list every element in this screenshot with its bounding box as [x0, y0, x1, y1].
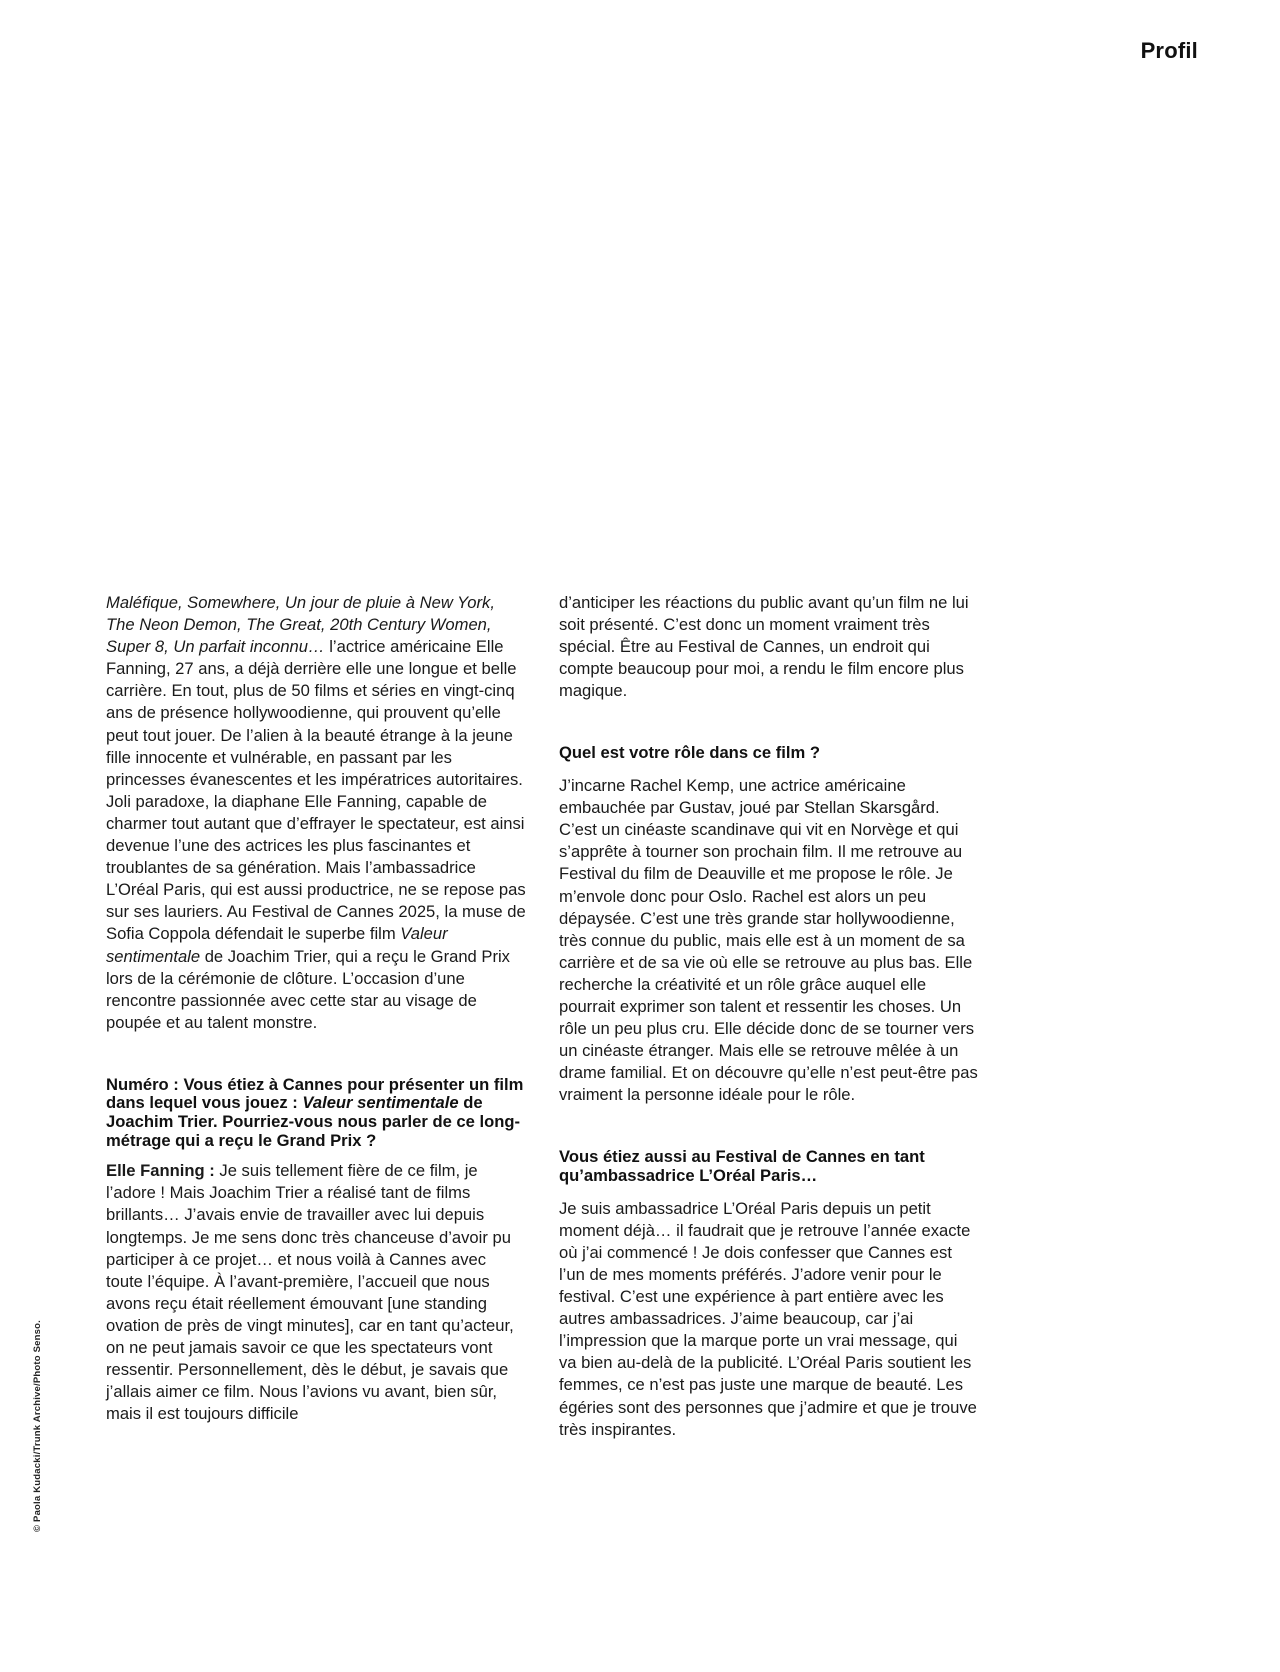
question-1-part-2: de Joachim Trier. Pourriez-vous nous parler de ce long-métrage qui a reçu le Grand Prix ?	[106, 1093, 521, 1150]
question-2: Quel est votre rôle dans ce film ?	[559, 743, 820, 763]
speaker-name: Elle Fanning :	[106, 1161, 215, 1181]
answer-1-text-left: Je suis tellement fière de ce film, je l’adore ! Mais Joachim Trier a réalisé tant de films brillants… J’avais envie de travailler avec lui depuis longtemps. Je me sens donc très chanceuse d’avoir pu participer à ce projet… et nous voilà à Cannes avec toute l’équipe. À l’avant-première, l’accueil que nous avons reçu était réellement émouvant [une standing ovation de près de vingt minutes], car en tant qu’acteur, on ne peut jamais savoir ce que les spectateurs vont ressentir. Personnellement, dès le début, je savais que j’allais aimer ce film. Nous l’avions vu avant, bien sûr, mais il est toujours difficile	[106, 1161, 514, 1424]
film-title: Valeur sentimentale	[106, 924, 448, 966]
section-label: Profil	[1140, 38, 1198, 63]
article-column-right	[559, 592, 979, 1441]
photo-credit: © Paola Kudacki/Trunk Archive/Photo Senso.	[32, 1320, 43, 1532]
answer-1-continued: d’anticiper les réactions du public avant qu’un film ne lui soit présenté. C’est donc un moment vraiment très spécial. Être au Festival de Cannes, un endroit qui compte beaucoup pour moi, a rendu le film encore plus magique.	[559, 593, 969, 701]
article-column-left	[106, 592, 526, 1425]
intro-paragraph	[106, 592, 526, 1034]
answer-2: J’incarne Rachel Kemp, une actrice américaine embauchée par Gustav, joué par Stellan Skarsgård. C’est un cinéaste scandinave qui vit en Norvège et qui s’apprête à tourner son prochain film. Il me retrouve au Festival du film de Deauville et me propose le rôle. Je m’envole donc pour Oslo. Rachel est alors un peu dépaysée. C’est une très grande star hollywoodienne, très connue du public, mais elle est à un moment de sa carrière et de sa vie où elle se retrouve au plus bas. Elle recherche la créativité et un rôle grâce auquel elle pourrait exprimer son talent et ressentir les choses. Un rôle un peu plus cru. Elle décide donc de se tourner vers un cinéaste étranger. Mais elle se retrouve mêlée à un drame familial. Et on découvre qu’elle n’est peut-être pas vraiment la personne idéale pour le rôle.	[559, 776, 978, 1105]
question-1	[106, 1076, 526, 1150]
answer-3: Je suis ambassadrice L’Oréal Paris depuis un petit moment déjà… il faudrait que je retrouve l’année exacte où j’ai commencé ! Je dois confesser que Cannes est l’un de mes moments préférés. J’adore venir pour le festival. C’est une expérience à part entière avec les autres ambassadrices. J’aime beaucoup, car j’ai l’impression que la marque porte un vrai message, qui va bien au-delà de la publicité. L’Oréal Paris soutient les femmes, ce n’est pas juste une marque de beauté. Les égéries sont des personnes que j’admire et que je trouve très inspirantes.	[559, 1198, 977, 1439]
question-3: Vous étiez aussi au Festival de Cannes en tant qu’ambassadrice L’Oréal Paris…	[559, 1147, 925, 1186]
film-titles-list: Maléfique, Somewhere, Un jour de pluie à New York, The Neon Demon, The Great, 20th Century Women, Super 8, Un parfait inconnu…	[106, 593, 495, 657]
answer-1	[106, 1160, 526, 1425]
intro-text-2: de Joachim Trier, qui a reçu le Grand Prix lors de la cérémonie de clôture. L’occasion d’une rencontre passionnée avec cette star au visage de poupée et au talent monstre.	[106, 946, 510, 1032]
question-1-film-title: Valeur sentimentale	[302, 1093, 459, 1113]
intro-text-1: l’actrice américaine Elle Fanning, 27 ans, a déjà derrière elle une longue et belle carrière. En tout, plus de 50 films et séries en vingt-cinq ans de présence hollywoodienne, qui prouvent qu’elle peut tout jouer. De l’alien à la beauté étrange à la jeune fille innocente et vulnérable, en passant par les princesses évanescentes et les impératrices autoritaires. Joli paradoxe, la diaphane Elle Fanning, capable de charmer tout autant que d’effrayer le spectateur, est ainsi devenue l’une des actrices les plus fascinantes et troublantes de sa génération. Mais l’ambassadrice L’Oréal Paris, qui est aussi productrice, ne se repose pas sur ses lauriers. Au Festival de Cannes 2025, la muse de Sofia Coppola défendait le superbe film	[106, 637, 526, 944]
question-1-part-1: Numéro : Vous étiez à Cannes pour présenter un film dans lequel vous jouez :	[106, 1074, 524, 1113]
